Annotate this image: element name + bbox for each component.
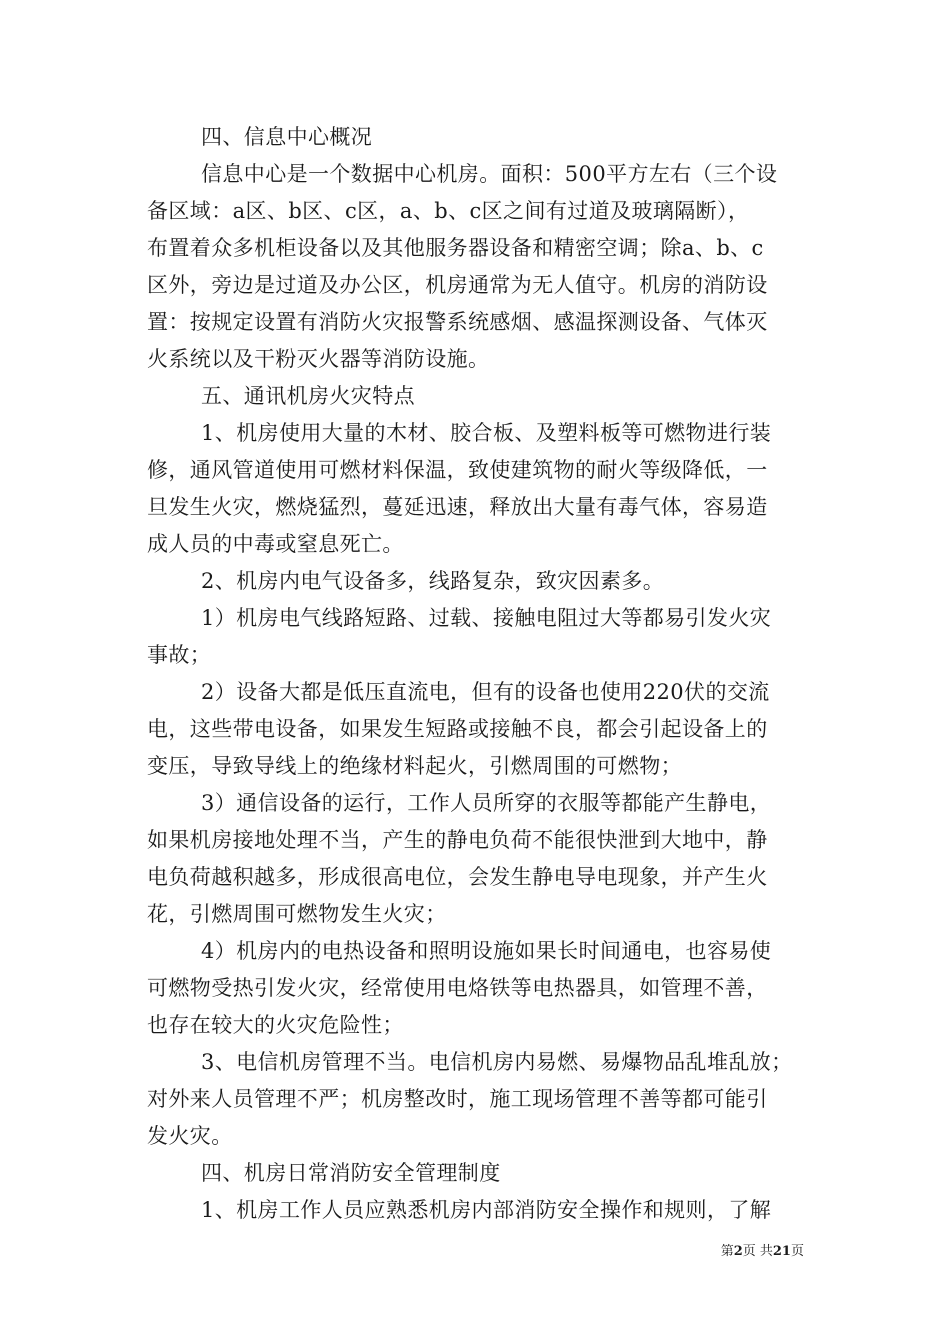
paragraph-line: 修，通风管道使用可燃材料保温，致使建筑物的耐火等级降低，一	[147, 458, 768, 482]
paragraph-line: 布置着众多机柜设备以及其他服务器设备和精密空调；除a、b、c	[147, 236, 764, 260]
total-page-count: 21	[772, 1244, 791, 1259]
heading-info-center-overview: 四、信息中心概况	[201, 125, 373, 149]
paragraph-line: 3、电信机房管理不当。电信机房内易燃、易爆物品乱堆乱放；	[201, 1050, 793, 1074]
paragraph-line: 电，这些带电设备，如果发生短路或接触不良，都会引起设备上的	[147, 717, 768, 741]
paragraph-line: 对外来人员管理不严；机房整改时，施工现场管理不善等都可能引	[147, 1087, 768, 1111]
paragraph-line: 电负荷越积越多，形成很高电位，会发生静电导电现象，并产生火	[147, 865, 768, 889]
paragraph-line: 也存在较大的火灾危险性；	[147, 1013, 404, 1037]
paragraph-line: 1）机房电气线路短路、过载、接触电阻过大等都易引发火灾	[201, 606, 772, 630]
paragraph-line: 变压，导致导线上的绝缘材料起火，引燃周围的可燃物；	[147, 754, 682, 778]
paragraph-line: 可燃物受热引发火灾，经常使用电烙铁等电热器具，如管理不善，	[147, 976, 768, 1000]
paragraph-line: 区外，旁边是过道及办公区，机房通常为无人值守。机房的消防设	[147, 273, 768, 297]
heading-fire-characteristics: 五、通讯机房火灾特点	[201, 384, 415, 408]
paragraph-line: 备区域：a区、b区、c区，a、b、c区之间有过道及玻璃隔断），	[147, 199, 750, 223]
footer-prefix: 第	[720, 1244, 734, 1259]
paragraph-line: 花，引燃周围可燃物发生火灾；	[147, 902, 447, 926]
footer-middle: 页 共	[742, 1244, 773, 1259]
paragraph-line: 4）机房内的电热设备和照明设施如果长时间通电，也容易使	[201, 939, 772, 963]
paragraph-line: 成人员的中毒或窒息死亡。	[147, 532, 404, 556]
heading-daily-fire-safety-rules: 四、机房日常消防安全管理制度	[201, 1161, 501, 1185]
paragraph-line: 如果机房接地处理不当，产生的静电负荷不能很快泄到大地中，静	[147, 828, 768, 852]
paragraph-line: 置：按规定设置有消防火灾报警系统感烟、感温探测设备、气体灭	[147, 310, 768, 334]
paragraph-line: 1、机房工作人员应熟悉机房内部消防安全操作和规则，了解	[201, 1198, 772, 1222]
paragraph-line: 发火灾。	[147, 1124, 233, 1148]
footer-suffix: 页	[790, 1244, 804, 1259]
page-number-footer	[721, 1243, 804, 1261]
paragraph-line: 1、机房使用大量的木材、胶合板、及塑料板等可燃物进行装	[201, 421, 772, 445]
paragraph-line: 2、机房内电气设备多，线路复杂，致灾因素多。	[201, 569, 665, 593]
paragraph-line: 3）通信设备的运行，工作人员所穿的衣服等都能产生静电，	[201, 791, 772, 815]
paragraph-line: 信息中心是一个数据中心机房。面积：500平方左右（三个设	[201, 162, 778, 186]
paragraph-line: 火系统以及干粉灭火器等消防设施。	[147, 347, 490, 371]
paragraph-line: 2）设备大都是低压直流电，但有的设备也使用220伏的交流	[201, 680, 770, 704]
current-page-number: 2	[733, 1244, 743, 1259]
paragraph-line: 旦发生火灾，燃烧猛烈，蔓延迅速，释放出大量有毒气体，容易造	[147, 495, 768, 519]
paragraph-line: 事故；	[147, 643, 212, 667]
